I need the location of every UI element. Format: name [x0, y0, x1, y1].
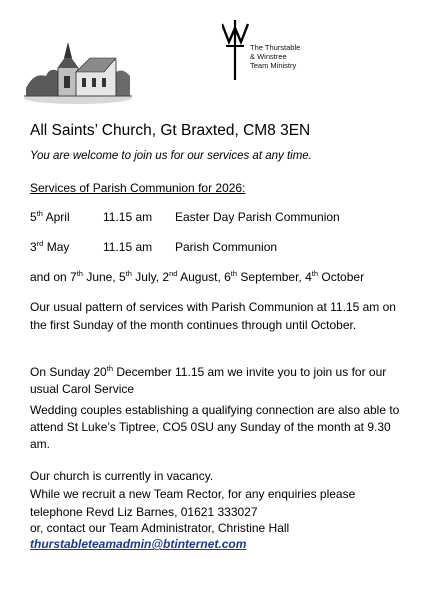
logo-line-1: The Thurstable	[250, 43, 301, 52]
service-name: Parish Communion	[175, 240, 278, 254]
welcome-text: You are welcome to join us for our services at any time.	[30, 150, 312, 162]
contact-text: or, contact our Team Administrator, Christine Hall	[30, 521, 290, 535]
carol-paragraph: On Sunday 20th December 11.15 am we invite you to join us for our usual Carol Service	[30, 364, 387, 396]
service-time: 11.15 am	[103, 240, 153, 254]
vacancy-line: Our church is currently in vacancy.	[30, 469, 214, 483]
service-date: 5th April	[30, 209, 70, 224]
service-name: Easter Day Parish Communion	[175, 210, 340, 224]
email-link[interactable]: thurstableteamadmin@btinternet.com	[30, 537, 247, 551]
enquiries-line: While we recruit a new Team Rector, for any enquiries please telephone Revd Liz Barnes, 01621 333027	[30, 487, 356, 519]
service-time: 11.15 am	[103, 210, 153, 224]
vacancy-paragraph	[30, 467, 408, 521]
logo-line-3: Team Ministry	[250, 61, 297, 70]
logo-line-2: & Winstree	[250, 52, 287, 61]
service-row	[30, 240, 277, 254]
service-date: 3rd May	[30, 239, 70, 254]
wedding-paragraph: Wedding couples establishing a qualifying connection are also able to attend St Luke’s Tiptree, CO5 0SU any Sunday of the month at 9.30 am.	[30, 403, 400, 451]
page-title: All Saints’ Church, Gt Braxted, CM8 3EN	[30, 122, 311, 139]
logo-text	[250, 43, 300, 70]
service-row	[30, 210, 340, 224]
additional-dates: and on 7th June, 5th July, 2nd August, 6th September, 4th October	[30, 269, 365, 284]
church-illustration-icon	[24, 38, 132, 104]
contact-paragraph	[30, 520, 408, 552]
pattern-paragraph: Our usual pattern of services with Parish Communion at 11.15 am on the first Sunday of the month continues through until October.	[30, 300, 396, 332]
services-heading: Services of Parish Communion for 2026:	[30, 181, 246, 195]
